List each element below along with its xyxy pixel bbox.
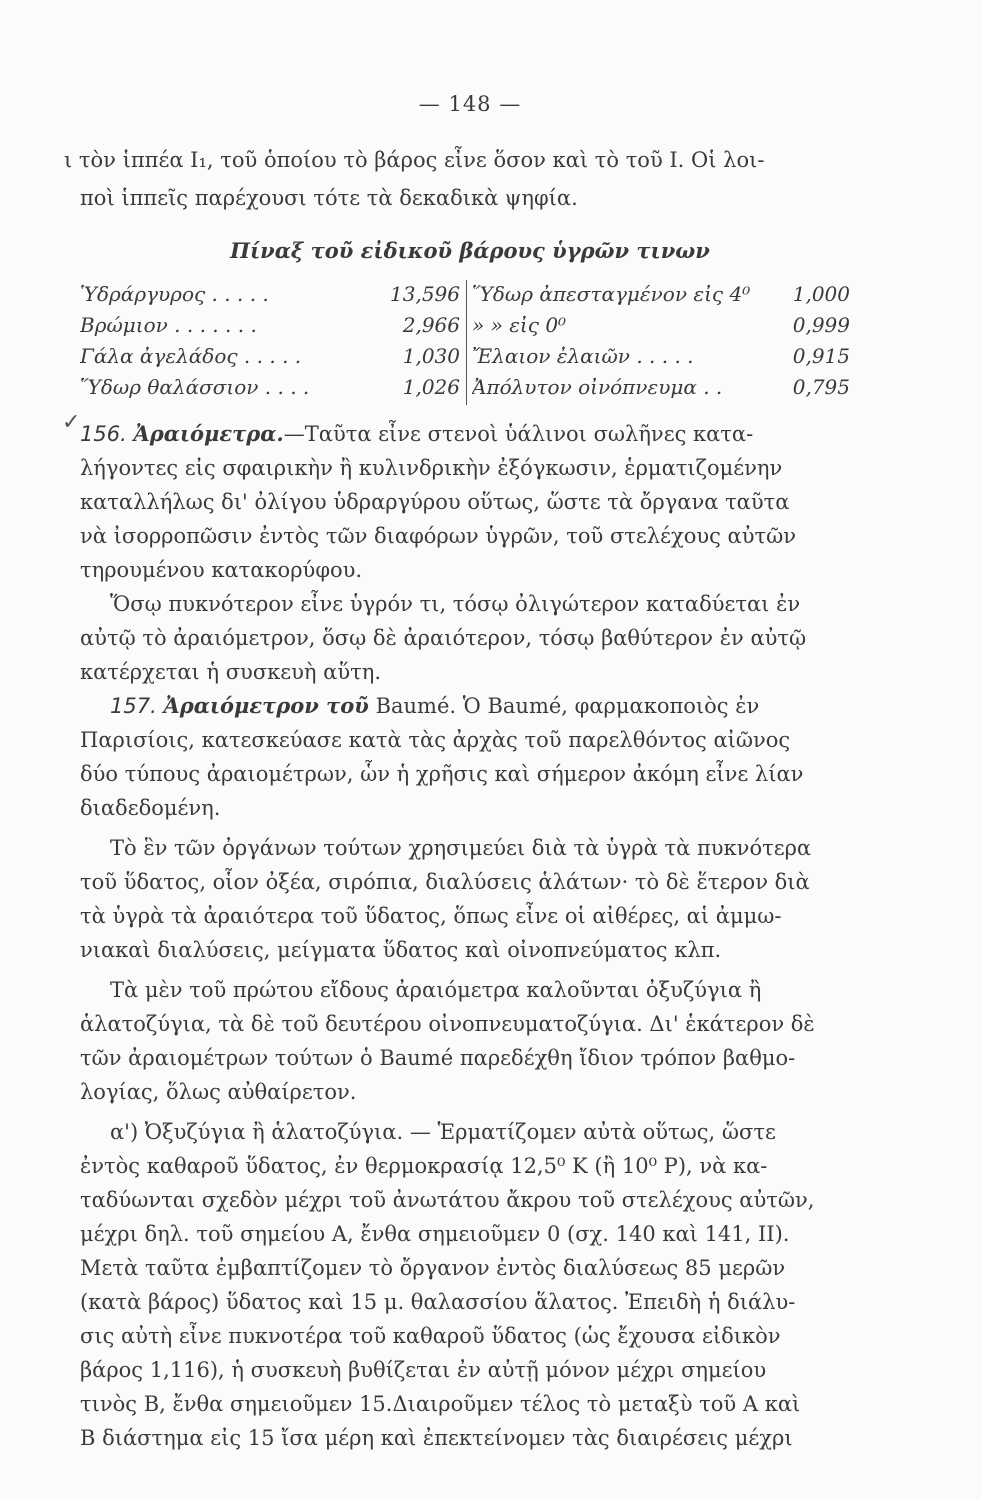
section-157-line-3: δύο τύπους ἀραιομέτρων, ὧν ἡ χρῆσις καὶ σήμερον ἀκόμη εἶνε λίαν bbox=[80, 762, 804, 786]
table-row bbox=[80, 282, 850, 312]
section-156-line-1: —Ταῦτα εἶνε στενοὶ ὑάλινοι σωλῆνες κατα- bbox=[283, 422, 754, 446]
table-row bbox=[80, 375, 850, 405]
section-157-para4-line-2: ἐντὸς καθαροῦ ὕδατος, ἐν θερμοκρασίᾳ 12,5⁰ K (ἢ 10⁰ P), νὰ κα- bbox=[80, 1154, 768, 1178]
page-number: — 148 — bbox=[418, 92, 522, 116]
section-156-line-3: καταλλήλως δι' ὀλίγου ὑδραργύρου οὕτως, ὥστε τὰ ὄργανα ταῦτα bbox=[80, 490, 790, 514]
check-mark-icon: ✓ bbox=[62, 410, 81, 435]
section-156-para2-line-3: κατέρχεται ἡ συσκευὴ αὕτη. bbox=[80, 660, 382, 684]
intro-line-1: ι τὸν ἱππέα I₁, τοῦ ὁποίου τὸ βάρος εἶνε ὅσον καὶ τὸ τοῦ I. Οἱ λοι- bbox=[64, 148, 765, 172]
table-left-value: 1,026 bbox=[402, 375, 460, 399]
section-157-para4-line-3: ταδύωνται σχεδὸν μέχρι τοῦ ἀνωτάτου ἄκρου τοῦ στελέχους αὐτῶν, bbox=[80, 1188, 815, 1212]
section-156-para2-line-1: Ὅσῳ πυκνότερον εἶνε ὑγρόν τι, τόσῳ ὀλιγώτερον καταδύεται ἐν bbox=[110, 592, 801, 616]
section-157-title-tail: Baumé. bbox=[375, 694, 457, 718]
section-157-number: 157. bbox=[110, 694, 157, 718]
section-156-number: 156. bbox=[80, 422, 127, 446]
table-left-name: Βρώμιον . . . . . . . bbox=[80, 313, 257, 337]
table-right-value: 0,915 bbox=[792, 344, 850, 368]
table-right-value: 1,000 bbox=[792, 282, 850, 306]
section-157-line-4: διαδεδομένη. bbox=[80, 796, 221, 820]
section-157-para3-line-1: Τὰ μὲν τοῦ πρώτου εἴδους ἀραιόμετρα καλοῦνται ὀξυζύγια ἢ bbox=[110, 978, 762, 1002]
section-157-para4-line-8: βάρος 1,116), ἡ συσκευὴ βυθίζεται ἐν αὐτῇ μόνον μέχρι σημείου bbox=[80, 1358, 767, 1382]
section-157-line-1: Ὁ Baumé, φαρμακοποιὸς ἐν bbox=[462, 694, 760, 718]
table-row bbox=[80, 313, 850, 343]
section-157-title: Ἀραιόμετρον τοῦ bbox=[163, 693, 369, 718]
section-156-line-2: λήγοντες εἰς σφαιρικὴν ἢ κυλινδρικὴν ἐξόγκωσιν, ἑρματιζομένην bbox=[80, 456, 783, 480]
table-left-name: Ὕδωρ θαλάσσιον . . . . bbox=[80, 375, 310, 399]
section-156-title: Ἀραιόμετρα. bbox=[133, 421, 284, 446]
table-left-value: 1,030 bbox=[402, 344, 460, 368]
section-157-para4-line-9: τινὸς B, ἔνθα σημειοῦμεν 15.Διαιροῦμεν τέλος τὸ μεταξὺ τοῦ A καὶ bbox=[80, 1392, 801, 1416]
section-157-para4-line-5: Μετὰ ταῦτα ἐμβαπτίζομεν τὸ ὄργανον ἐντὸς διαλύσεως 85 μερῶν bbox=[80, 1256, 786, 1280]
table-right-name: Ὕδωρ ἀπεσταγμένον εἰς 4⁰ bbox=[472, 282, 751, 306]
table-title: Πίναξ τοῦ εἰδικοῦ βάρους ὑγρῶν τινων bbox=[230, 238, 710, 263]
intro-line-2: ποὶ ἱππεῖς παρέχουσι τότε τὰ δεκαδικὰ ψηφία. bbox=[80, 186, 578, 210]
section-157-para3-line-4: λογίας, ὅλως αὐθαίρετον. bbox=[80, 1080, 357, 1104]
section-156-line-5: τηρουμένου κατακορύφου. bbox=[80, 558, 363, 582]
table-left-name: Γάλα ἀγελάδος . . . . . bbox=[80, 344, 302, 368]
section-157-para3-line-2: ἁλατοζύγια, τὰ δὲ τοῦ δευτέρου οἰνοπνευματοζύγια. Δι' ἑκάτερον δὲ bbox=[80, 1012, 815, 1036]
section-157-line-2: Παρισίοις, κατεσκεύασε κατὰ τὰς ἀρχὰς τοῦ παρελθόντος αἰῶνος bbox=[80, 728, 791, 752]
section-156-line-4: νὰ ἰσορροπῶσιν ἐντὸς τῶν διαφόρων ὑγρῶν, τοῦ στελέχους αὐτῶν bbox=[80, 524, 796, 548]
table-right-name: Ἀπόλυτον οἰνόπνευμα . . bbox=[472, 375, 723, 399]
section-157-para4-line-1: α') Ὀξυζύγια ἢ ἁλατοζύγια. — Ἑρματίζομεν αὐτὰ οὕτως, ὥστε bbox=[110, 1120, 776, 1144]
table-left-name: Ὑδράργυρος . . . . . bbox=[80, 282, 269, 306]
section-157-para4-line-7: σις αὐτὴ εἶνε πυκνοτέρα τοῦ καθαροῦ ὕδατος (ὡς ἔχουσα εἰδικὸν bbox=[80, 1324, 781, 1348]
table-right-name: Ἔλαιον ἐλαιῶν . . . . . bbox=[472, 344, 694, 368]
table-row bbox=[80, 344, 850, 374]
section-156-heading-line bbox=[80, 420, 850, 448]
table-left-value: 13,596 bbox=[390, 282, 460, 306]
table-right-name: » » εἰς 0⁰ bbox=[472, 313, 567, 337]
table-right-value: 0,999 bbox=[792, 313, 850, 337]
table-right-value: 0,795 bbox=[792, 375, 850, 399]
section-157-para2-line-2: τοῦ ὕδατος, οἷον ὀξέα, σιρόπια, διαλύσεις ἁλάτων· τὸ δὲ ἕτερον διὰ bbox=[80, 870, 810, 894]
section-157-para2-line-3: τὰ ὑγρὰ τὰ ἀραιότερα τοῦ ὕδατος, ὅπως εἶνε οἱ αἰθέρες, αἱ ἀμμω- bbox=[80, 904, 782, 928]
section-156-para2-line-2: αὐτῷ τὸ ἀραιόμετρον, ὅσῳ δὲ ἀραιότερον, τόσῳ βαθύτερον ἐν αὐτῷ bbox=[80, 626, 807, 650]
section-157-para4-line-10: B διάστημα εἰς 15 ἴσα μέρη καὶ ἐπεκτείνομεν τὰς διαιρέσεις μέχρι bbox=[80, 1426, 793, 1450]
table-left-value: 2,966 bbox=[402, 313, 460, 337]
section-157-para2-line-4: νιακαὶ διαλύσεις, μείγματα ὕδατος καὶ οἰνοπνεύματος κλπ. bbox=[80, 938, 722, 962]
section-157-para3-line-3: τῶν ἀραιομέτρων τούτων ὁ Baumé παρεδέχθη ἴδιον τρόπον βαθμο- bbox=[80, 1046, 796, 1070]
section-157-para4-line-6: (κατὰ βάρος) ὕδατος καὶ 15 μ. θαλασσίου ἅλατος. Ἐπειδὴ ἡ διάλυ- bbox=[80, 1290, 796, 1314]
section-157-para4-line-4: μέχρι δηλ. τοῦ σημείου A, ἔνθα σημειοῦμεν 0 (σχ. 140 καὶ 141, II). bbox=[80, 1222, 790, 1246]
section-157-para2-line-1: Τὸ ἓν τῶν ὀργάνων τούτων χρησιμεύει διὰ τὰ ὑγρὰ τὰ πυκνότερα bbox=[110, 836, 812, 860]
section-157-heading-line bbox=[110, 692, 850, 720]
